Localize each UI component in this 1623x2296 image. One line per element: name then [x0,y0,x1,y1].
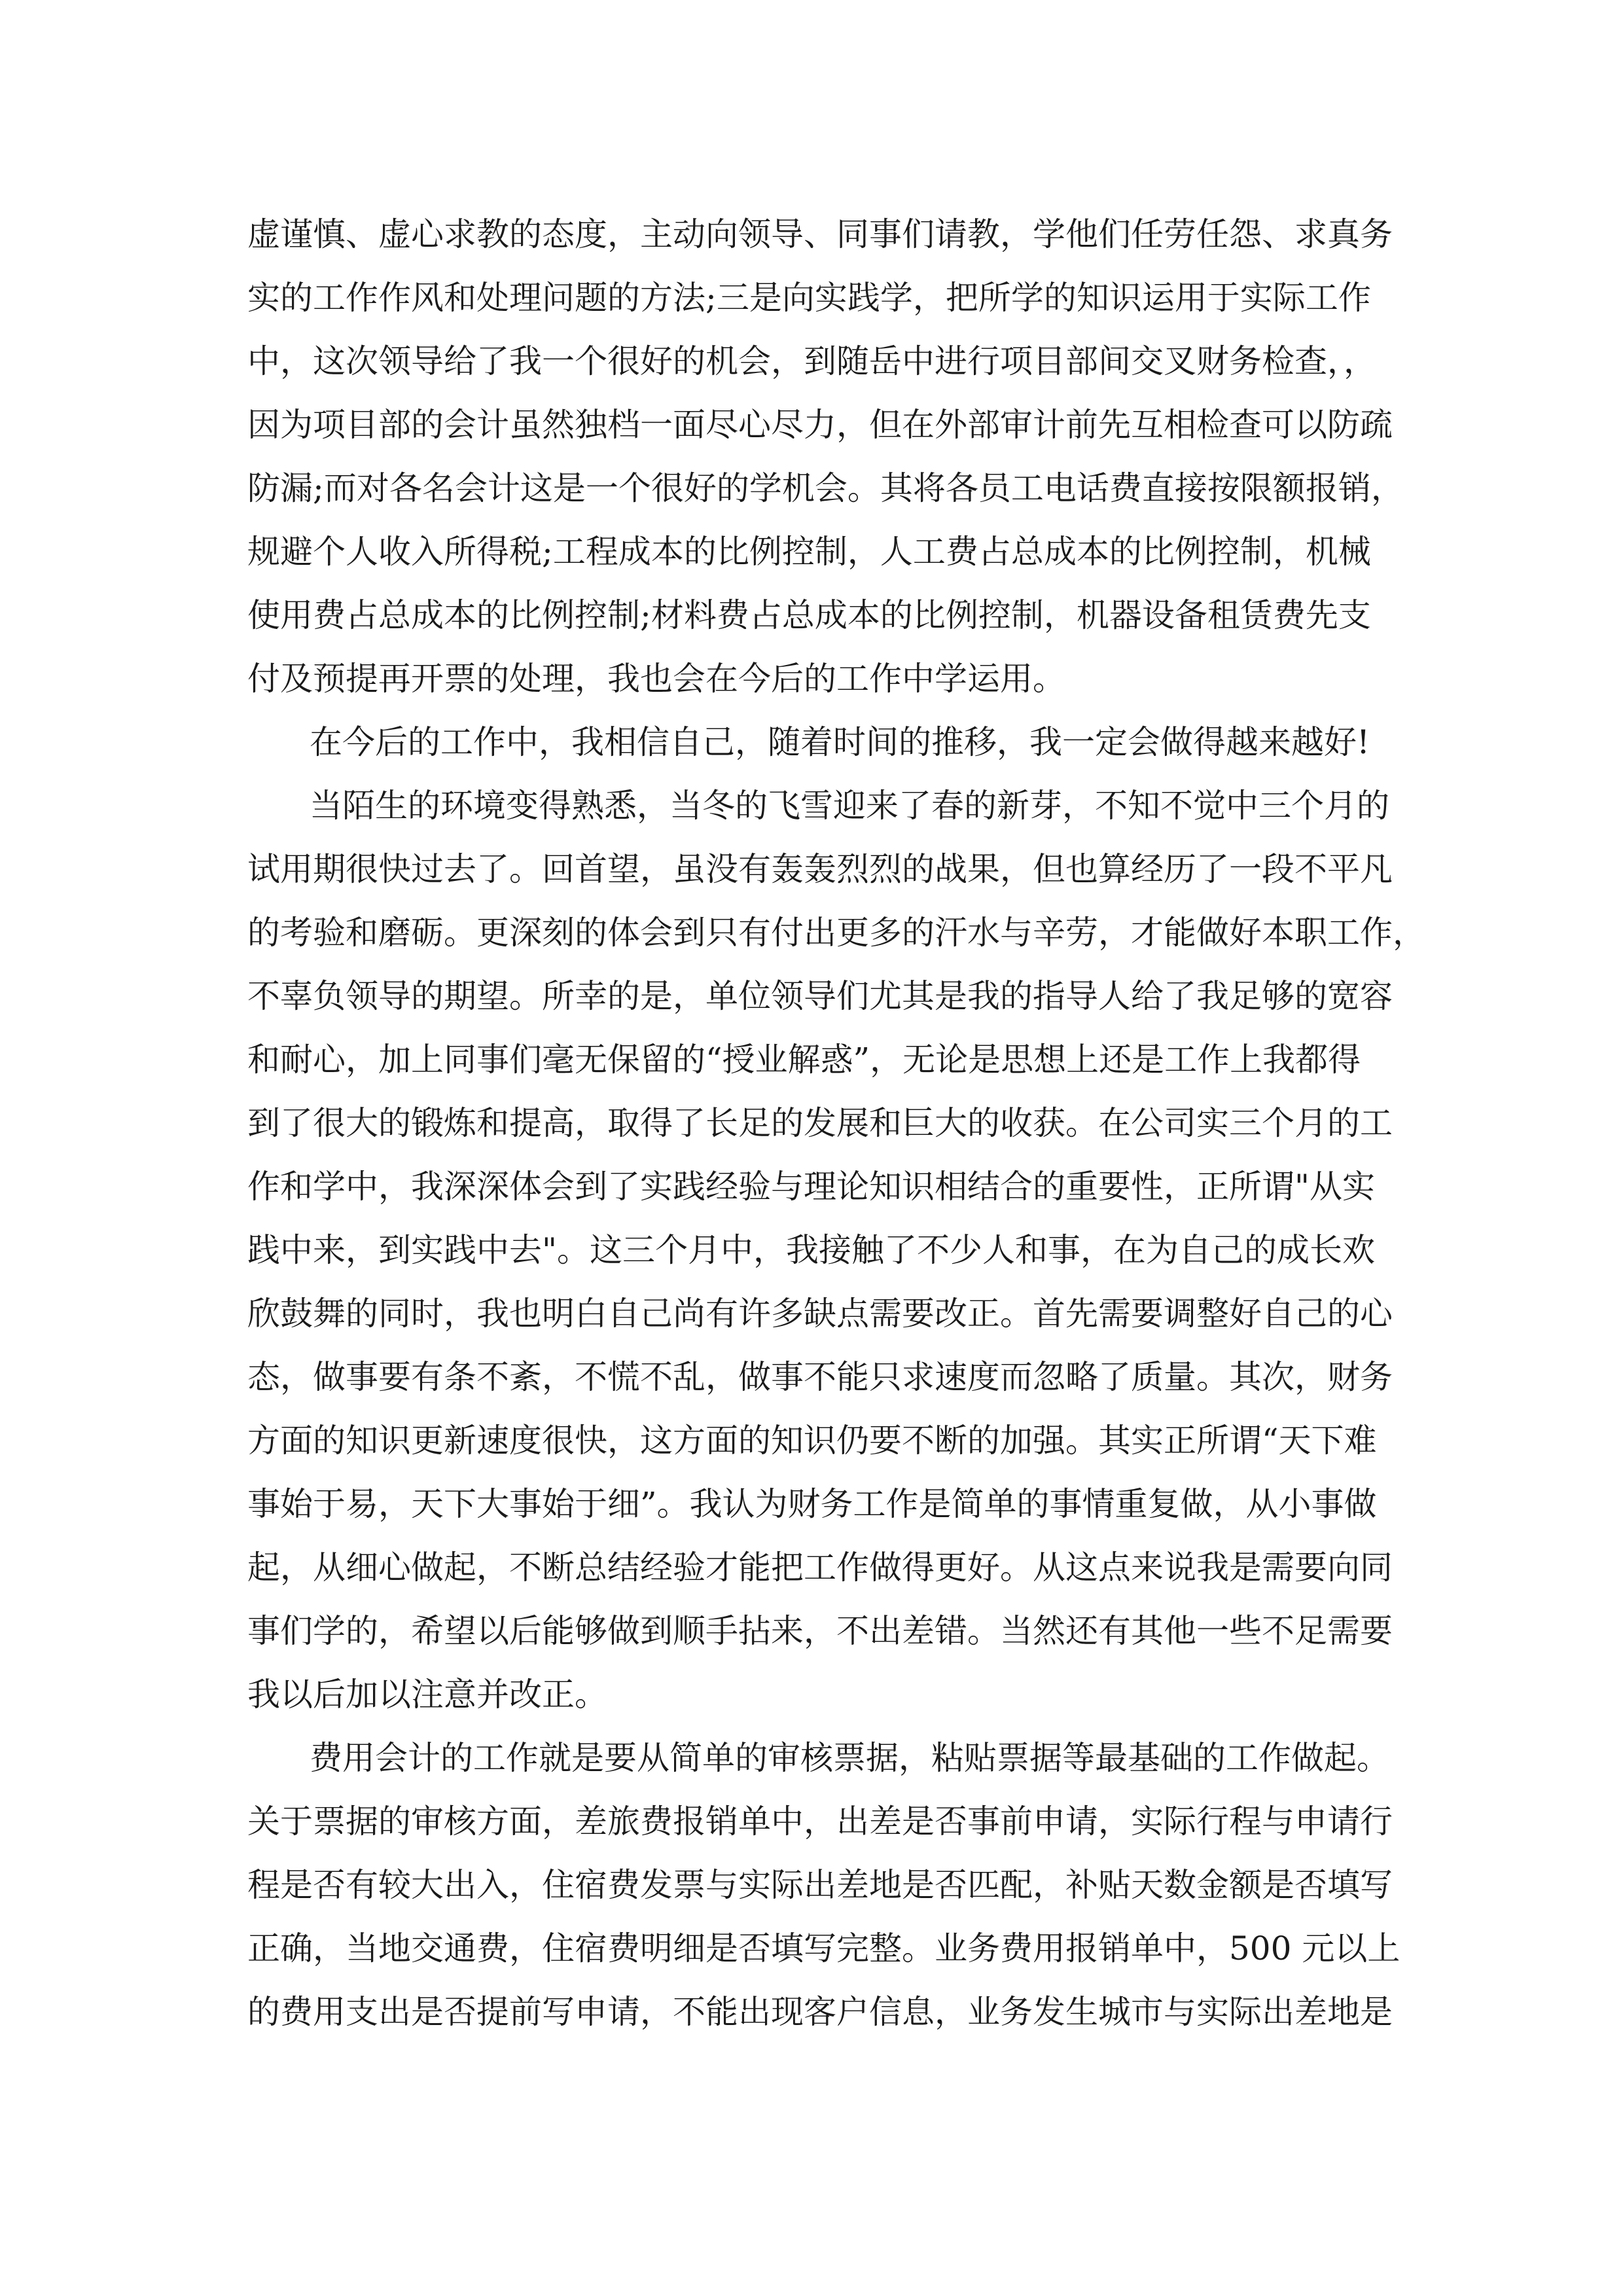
text-line: 规避个人收入所得税;工程成本的比例控制，人工费占总成本的比例控制，机械 [247,533,1371,571]
text-line: 践中来，到实践中去"。这三个月中，我接触了不少人和事，在为自己的成长欢 [247,1231,1375,1269]
text-line: 起，从细心做起，不断总结经验才能把工作做得更好。从这点来说我是需要向同 [247,1549,1393,1587]
text-line: 的考验和磨砺。更深刻的体会到只有付出更多的汗水与辛劳，才能做好本职工作， [247,914,1425,952]
text-line: 付及预提再开票的处理，我也会在今后的工作中学运用。 [247,660,1065,698]
text-line: 正确，当地交通费，住宿费明细是否填写完整。业务费用报销单中，500 元以上 [247,1929,1400,1967]
text-line: 实的工作作风和处理问题的方法;三是向实践学，把所学的知识运用于实际工作 [247,279,1371,317]
text-line: 欣鼓舞的同时，我也明白自己尚有许多缺点需要改正。首先需要调整好自己的心 [247,1295,1393,1333]
paragraph-first-line: 在今后的工作中，我相信自己，随着时间的推移，我一定会做得越来越好! [310,723,1370,761]
text-line: 因为项目部的会计虽然独档一面尽心尽力，但在外部审计前先互相检查可以防疏 [247,406,1393,444]
text-line: 不辜负领导的期望。所幸的是，单位领导们尤其是我的指导人给了我足够的宽容 [247,977,1393,1015]
text-line: 的费用支出是否提前写申请，不能出现客户信息，业务发生城市与实际出差地是 [247,1993,1393,2031]
text-line: 事始于易，天下大事始于细”。我认为财务工作是简单的事情重复做，从小事做 [247,1485,1377,1523]
text-line: 防漏;而对各名会计这是一个很好的学机会。其将各员工电话费直接按限额报销， [247,469,1404,507]
text-line: 作和学中，我深深体会到了实践经验与理论知识相结合的重要性，正所谓"从实 [247,1168,1375,1206]
body-text [247,203,1425,2044]
text-line: 程是否有较大出入，住宿费发票与实际出差地是否匹配，补贴天数金额是否填写 [247,1866,1393,1904]
text-line: 中，这次领导给了我一个很好的机会，到随岳中进行项目部间交叉财务检查，， [247,342,1376,380]
paragraph-first-line: 当陌生的环境变得熟悉，当冬的飞雪迎来了春的新芽，不知不觉中三个月的 [310,787,1389,825]
text-line: 使用费占总成本的比例控制;材料费占总成本的比例控制，机器设备租赁费先支 [247,596,1371,634]
text-line: 到了很大的锻炼和提高，取得了长足的发展和巨大的收获。在公司实三个月的工 [247,1104,1393,1142]
paragraph-first-line: 费用会计的工作就是要从简单的审核票据，粘贴票据等最基础的工作做起。 [310,1739,1389,1777]
text-line: 关于票据的审核方面，差旅费报销单中，出差是否事前申请，实际行程与申请行 [247,1803,1393,1840]
text-line: 方面的知识更新速度很快，这方面的知识仍要不断的加强。其实正所谓“天下难 [247,1422,1377,1460]
text-line: 虚谨慎、虚心求教的态度，主动向领导、同事们请教，学他们任劳任怨、求真务 [247,215,1393,253]
text-line: 态，做事要有条不紊，不慌不乱，做事不能只求速度而忽略了质量。其次，财务 [247,1358,1393,1396]
text-line: 我以后加以注意并改正。 [247,1676,607,1713]
text-line: 和耐心，加上同事们毫无保留的“授业解惑”，无论是思想上还是工作上我都得 [247,1041,1361,1079]
text-line: 试用期很快过去了。回首望，虽没有轰轰烈烈的战果，但也算经历了一段不平凡 [247,850,1393,888]
text-line: 事们学的，希望以后能够做到顺手拈来，不出差错。当然还有其他一些不足需要 [247,1612,1393,1650]
